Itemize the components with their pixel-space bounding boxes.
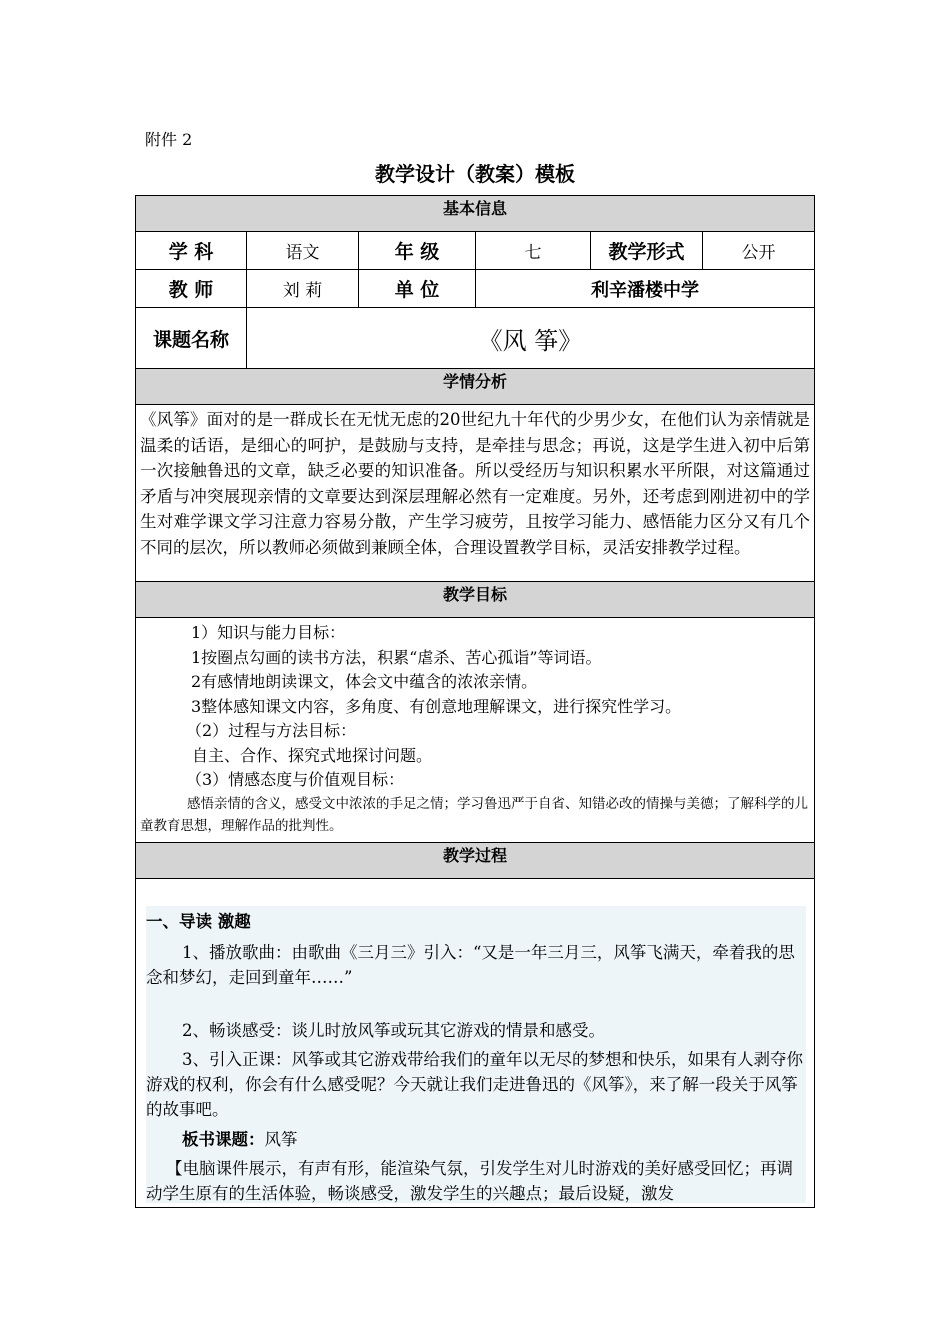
process-paragraph: 2、畅谈感受：谈儿时放风筝或玩其它游戏的情景和感受。 [182, 1021, 605, 1040]
unit-label: 单 位 [359, 270, 476, 307]
page-title: 教学设计（教案）模板 [375, 162, 575, 186]
analysis-text: 《风筝》面对的是一群成长在无忧无虑的20世纪九十年代的少男少女，在他们认为亲情就是温柔的话语，是细心的呵护，是鼓励与支持，是牵挂与思念；再说，这是学生进入初中后第一次接触鲁迅的文章，缺乏必要的知识准备。所以受经历与知识积累水平所限，对这篇通过矛盾与冲突展现亲情的文章要达到深层理解必然有一定难度。另外，还考虑到刚进初中的学生对难学课文学习注意力容易分散，产生学习疲劳，且按学习能力、感悟能力区分又有几个不同的层次，所以教师必须做到兼顾全体，合理设置教学目标，灵活安排教学过程。 [140, 410, 810, 557]
subject-value: 语文 [247, 232, 359, 269]
board-line [146, 1127, 806, 1152]
lesson-plan-table [135, 195, 815, 1208]
attachment-label: 附件 2 [145, 130, 193, 149]
analysis-cell [136, 405, 814, 582]
section-title: 一、导读 激趣 [146, 912, 251, 931]
goal-line: 自主、合作、探究式地探讨问题。 [192, 745, 433, 765]
topic-row [136, 308, 814, 369]
goals-cell [136, 618, 814, 843]
teacher-label: 教 师 [136, 270, 247, 307]
goal-line: （3）情感态度与价值观目标： [186, 770, 405, 789]
goals-header: 教学目标 [136, 582, 814, 618]
unit-value: 利辛潘楼中学 [591, 279, 699, 301]
form-value: 公开 [741, 243, 776, 263]
goal-line: 1）知识与能力目标： [191, 623, 346, 642]
board-value: 风筝 [264, 1130, 298, 1149]
goal-line: 1按圈点勾画的读书方法，积累“虐杀、苦心孤诣”等词语。 [191, 647, 602, 667]
teacher-value: 刘 莉 [247, 270, 359, 307]
grade-label: 年 级 [359, 232, 476, 269]
basic-info-header: 基本信息 [136, 196, 814, 232]
teacher-row [136, 270, 814, 308]
subject-row [136, 232, 814, 270]
goal-line: 2有感情地朗读课文，体会文中蕴含的浓浓亲情。 [191, 672, 538, 691]
process-header: 教学过程 [136, 843, 814, 879]
analysis-header: 学情分析 [136, 369, 814, 405]
subject-label: 学 科 [136, 232, 247, 269]
process-content [146, 906, 806, 1203]
process-paragraph: 3、引入正课：风筝或其它游戏带给我们的童年以无尽的梦想和快乐，如果有人剥夺你游戏的权利，你会有什么感受呢？今天就让我们走进鲁迅的《风筝》，来了解一段关于风筝的故事吧。 [146, 1050, 803, 1119]
goal-line: 3整体感知课文内容，多角度、有创意地理解课文，进行探究性学习。 [191, 696, 682, 716]
board-label: 板书课题： [182, 1130, 265, 1149]
form-label: 教学形式 [591, 232, 703, 269]
topic-value: 《风 筝》 [478, 326, 583, 355]
emotion-goal-text: 感悟亲情的含义，感受文中浓浓的手足之情；学习鲁迅严于自省、知错必改的情操与美德；了解科学的儿童教育思想，理解作品的批判性。 [140, 795, 808, 834]
topic-label: 课题名称 [136, 308, 247, 368]
process-note: 【电脑课件展示，有声有形，能渲染气氛，引发学生对儿时游戏的美好感受回忆；再调动学生原有的生活体验，畅谈感受，激发学生的兴趣点；最后设疑，激发 [146, 1159, 793, 1203]
process-paragraph: 1、播放歌曲：由歌曲《三月三》引入：“又是一年三月三，风筝飞满天，牵着我的思念和梦幻，走回到童年……” [146, 943, 795, 987]
goal-line: （2）过程与方法目标： [186, 721, 357, 740]
goals-list [136, 618, 814, 793]
grade-value: 七 [476, 232, 591, 269]
